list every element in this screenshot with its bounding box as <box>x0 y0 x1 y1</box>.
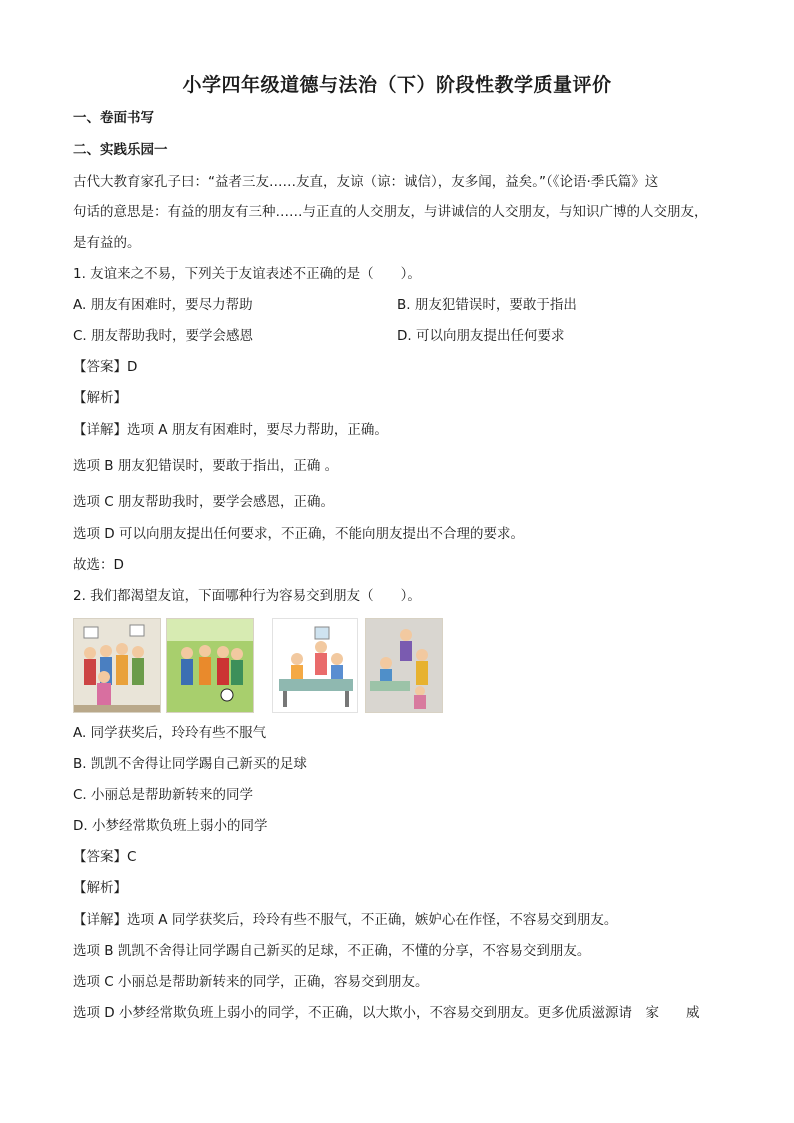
intro-line-2: 句话的意思是：有益的朋友有三种……与正直的人交朋友，与讲诚信的人交朋友，与知识广博的人交朋友， <box>73 204 708 220</box>
question-1-option-d: D. 可以向朋友提出任何要求 <box>397 328 565 344</box>
intro-line-3: 是有益的。 <box>73 235 141 251</box>
question-2-detail: 【详解】选项 A 同学获奖后，玲玲有些不服气，不正确，嫉妒心在作怪，不容易交到朋友。 <box>73 912 618 928</box>
illustration-award-jealousy <box>73 618 161 713</box>
question-1-detail: 选项 C 朋友帮助我时，要学会感恩，正确。 <box>73 494 335 510</box>
question-1-option-b: B. 朋友犯错误时，要敢于指出 <box>397 297 577 313</box>
illustration-helping-new-student <box>272 618 358 713</box>
question-1-stem: 1. 友谊来之不易，下列关于友谊表述不正确的是（ ）。 <box>73 266 421 282</box>
question-2-option-d: D. 小梦经常欺负班上弱小的同学 <box>73 818 268 834</box>
question-2-detail: 选项 B 凯凯不舍得让同学踢自己新买的足球，不正确，不懂的分享，不容易交到朋友。 <box>73 943 591 959</box>
question-1-detail: 【详解】选项 A 朋友有困难时，要尽力帮助，正确。 <box>73 422 388 438</box>
section-heading-handwriting: 一、卷面书写 <box>73 110 154 126</box>
illustration-football <box>166 618 254 713</box>
intro-line-1: 古代大教育家孔子曰：“益者三友……友直，友谅（谅：诚信），友多闻，益矣。”（《论语·季氏篇》这 <box>73 174 659 190</box>
question-2-option-a: A. 同学获奖后，玲玲有些不服气 <box>73 725 267 741</box>
question-2-option-b: B. 凯凯不舍得让同学踢自己新买的足球 <box>73 756 307 772</box>
question-2-detail: 选项 D 小梦经常欺负班上弱小的同学，不正确，以大欺小，不容易交到朋友。更多优质滋源请 家 威 <box>73 1005 700 1021</box>
question-2-stem: 2. 我们都渴望友谊，下面哪种行为容易交到朋友（ ）。 <box>73 588 421 604</box>
question-1-answer: 【答案】D <box>73 359 138 375</box>
question-1-analysis-label: 【解析】 <box>73 390 127 406</box>
question-1-detail: 选项 B 朋友犯错误时，要敢于指出，正确 。 <box>73 458 339 474</box>
question-2-detail: 选项 C 小丽总是帮助新转来的同学，正确，容易交到朋友。 <box>73 974 429 990</box>
question-1-option-c: C. 朋友帮助我时，要学会感恩 <box>73 328 254 344</box>
question-2-answer: 【答案】C <box>73 849 137 865</box>
section-heading-practice: 二、实践乐园一 <box>73 142 168 158</box>
question-2-analysis-label: 【解析】 <box>73 880 127 896</box>
illustration-bullying <box>365 618 443 713</box>
page-title: 小学四年级道德与法治（下）阶段性教学质量评价 <box>182 74 612 96</box>
question-1-choice: 故选：D <box>73 557 124 573</box>
question-1-detail: 选项 D 可以向朋友提出任何要求，不正确，不能向朋友提出不合理的要求。 <box>73 526 524 542</box>
question-2-option-c: C. 小丽总是帮助新转来的同学 <box>73 787 254 803</box>
question-1-option-a: A. 朋友有困难时，要尽力帮助 <box>73 297 253 313</box>
